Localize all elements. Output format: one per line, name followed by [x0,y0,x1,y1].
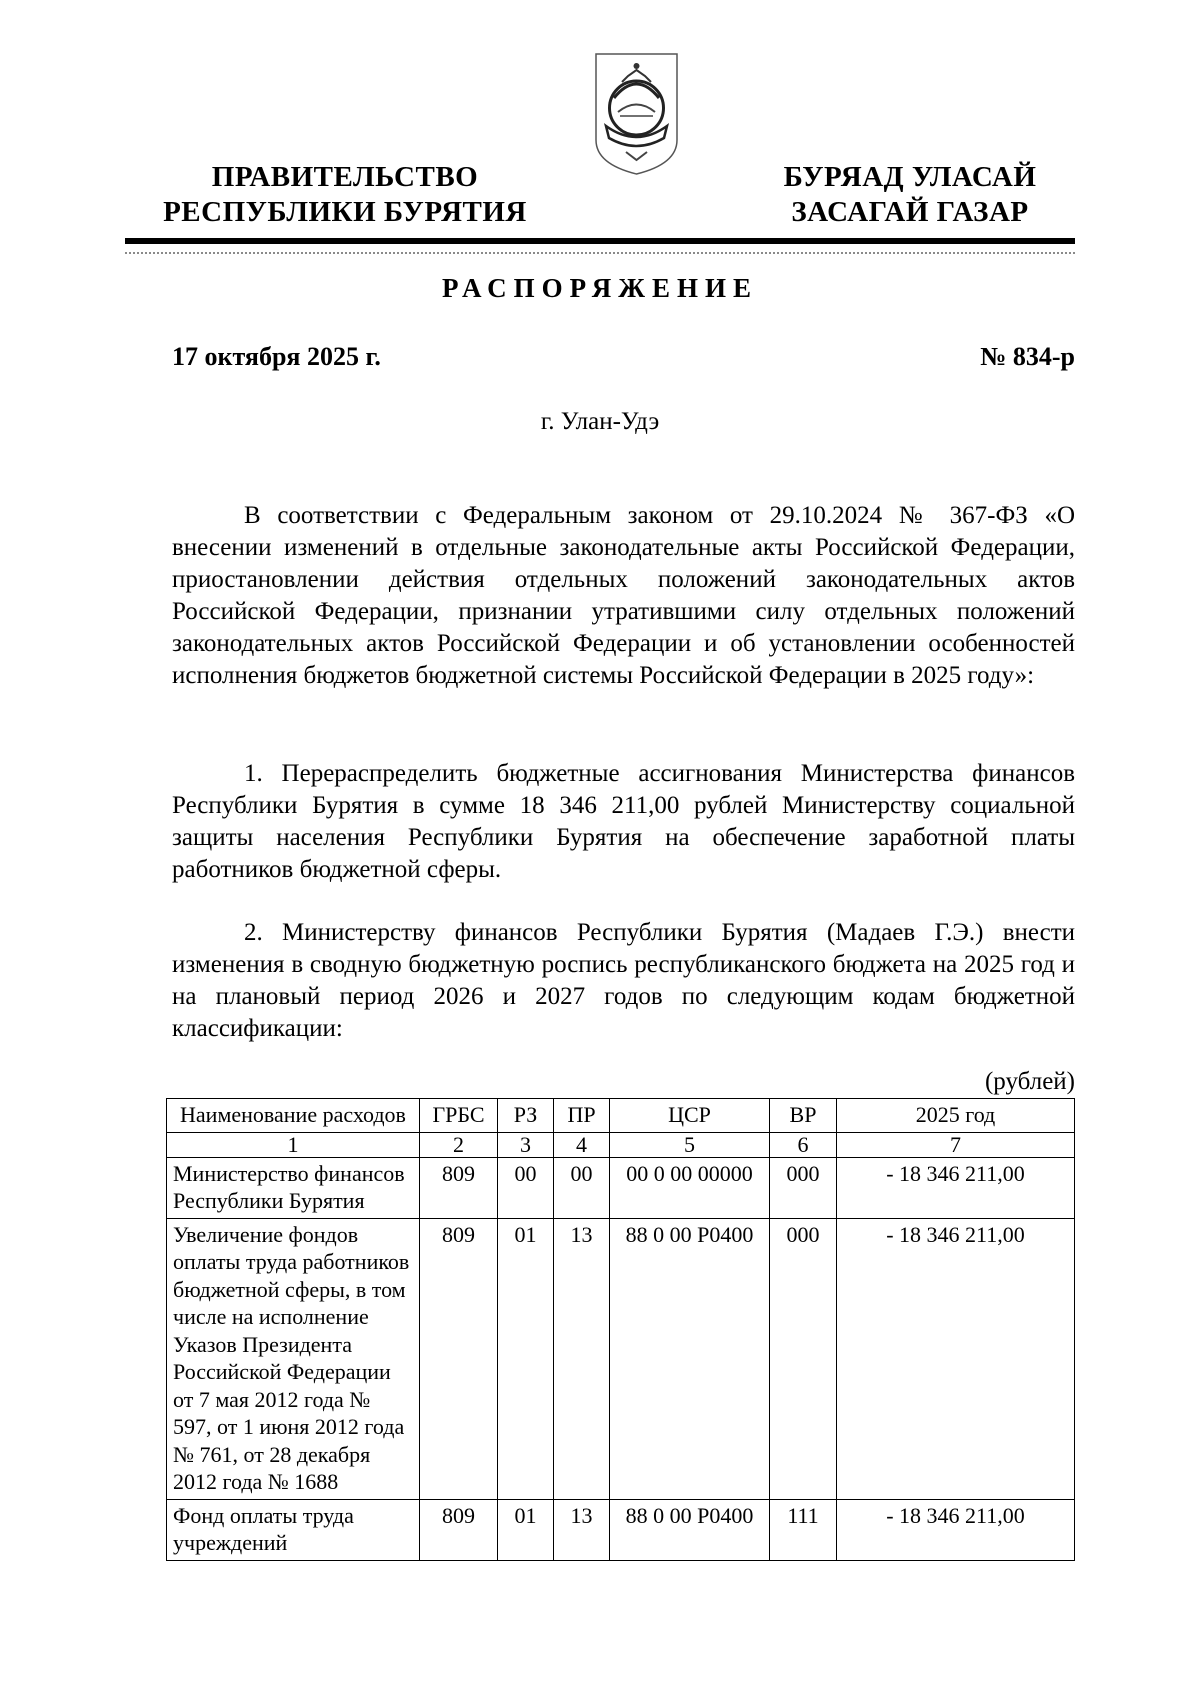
document-title: РАСПОРЯЖЕНИЕ [441,273,759,303]
point-1-paragraph: 1. Перераспределить бюджетные ассигнования Министерства финансов Республики Бурятия в сумме 18 346 211,00 рублей Министерству социальной защиты населения Республики Бурятия на обеспечение заработной платы работников бюджетной сферы. [172,760,1075,883]
header-cell: Наименование расходов [167,1099,420,1133]
rz-cell: 01 [498,1499,554,1560]
header-cell: ВР [770,1099,837,1133]
header-cell: 2025 год [837,1099,1075,1133]
column-number-cell: 3 [498,1132,554,1157]
rz-cell: 01 [498,1218,554,1499]
vr-cell: 111 [770,1499,837,1560]
csr-cell: 00 0 00 00000 [610,1157,770,1218]
government-name-line2: РЕСПУБЛИКИ БУРЯТИЯ [163,196,527,228]
header-cell: РЗ [498,1099,554,1133]
header-divider-thin [125,252,1075,254]
header-cell: ПР [554,1099,610,1133]
government-name-russian [150,160,540,230]
rz-cell: 00 [498,1157,554,1218]
table-column-number-row [167,1132,1075,1157]
coat-of-arms-icon [592,52,681,176]
intro-paragraph: В соответствии с Федеральным законом от 29.10.2024 № 367-ФЗ «О внесении изменений в отдельные законодательные акты Российской Федерации, приостановлении действия отдельных положений законодательных актов Российской Федерации, признании утратившими силу отдельных положений законодательных актов Российской Федерации и об установлении особенностей исполнения бюджетов бюджетной системы Российской Федерации в 2025 году»: [172,502,1075,689]
column-number-cell: 5 [610,1132,770,1157]
government-name-buryat-line2: ЗАСАГАЙ ГАЗАР [791,196,1029,228]
document-date: 17 октября 2025 г. [172,342,381,371]
government-name-line1: ПРАВИТЕЛЬСТВО [211,161,479,193]
document-number: № 834-р [980,342,1075,371]
header-cell: ГРБС [420,1099,498,1133]
column-number-cell: 6 [770,1132,837,1157]
expense-name-cell: Фонд оплаты труда учреждений [167,1499,420,1560]
table-row [167,1499,1075,1560]
column-number-cell: 7 [837,1132,1075,1157]
column-number-cell: 4 [554,1132,610,1157]
currency-unit: (рублей) [984,1068,1075,1095]
document-city: г. Улан-Удэ [540,408,660,435]
csr-cell: 88 0 00 Р0400 [610,1499,770,1560]
column-number-cell: 2 [420,1132,498,1157]
pr-cell: 13 [554,1218,610,1499]
column-number-cell: 1 [167,1132,420,1157]
table-row [167,1218,1075,1499]
budget-table [166,1098,1075,1561]
amount-cell: - 18 346 211,00 [837,1499,1075,1560]
csr-cell: 88 0 00 Р0400 [610,1218,770,1499]
header-cell: ЦСР [610,1099,770,1133]
grbs-cell: 809 [420,1499,498,1560]
table-row [167,1157,1075,1218]
amount-cell: - 18 346 211,00 [837,1218,1075,1499]
government-name-buryat-line1: БУРЯАД УЛАСАЙ [783,161,1037,193]
grbs-cell: 809 [420,1157,498,1218]
table-header-row [167,1099,1075,1133]
header-divider-thick [125,238,1075,244]
government-name-buryat [760,160,1060,230]
vr-cell: 000 [770,1218,837,1499]
point-2-paragraph: 2. Министерству финансов Республики Бурятия (Мадаев Г.Э.) внести изменения в сводную бюджетную роспись республиканского бюджета на 2025 год и на плановый период 2026 и 2027 годов по следующим кодам бюджетной классификации: [172,919,1075,1042]
grbs-cell: 809 [420,1218,498,1499]
expense-name-cell: Министерство финансов Республики Бурятия [167,1157,420,1218]
vr-cell: 000 [770,1157,837,1218]
expense-name-cell: Увеличение фондов оплаты труда работников бюджетной сферы, в том числе на исполнение Указов Президента Российской Федерации от 7 мая 2012 года № 597, от 1 июня 2012 года № 761, от 28 декабря 2012 года № 1688 [167,1218,420,1499]
pr-cell: 13 [554,1499,610,1560]
amount-cell: - 18 346 211,00 [837,1157,1075,1218]
pr-cell: 00 [554,1157,610,1218]
